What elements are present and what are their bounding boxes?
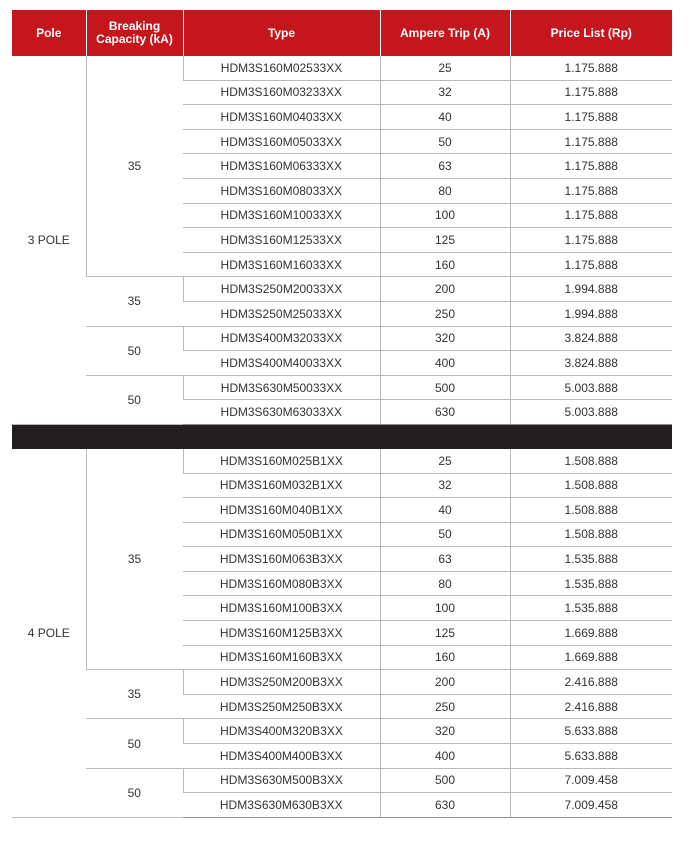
ampere-trip-cell: 630 — [380, 793, 510, 818]
type-cell: HDM3S160M032B1XX — [183, 473, 380, 498]
breaking-capacity-cell: 50 — [86, 326, 183, 375]
table-row — [12, 375, 672, 400]
ampere-trip-cell: 50 — [380, 129, 510, 154]
ampere-trip-cell: 32 — [380, 80, 510, 105]
price-cell: 1.535.888 — [510, 547, 672, 572]
group-separator — [12, 424, 672, 449]
price-cell: 1.669.888 — [510, 645, 672, 670]
ampere-trip-cell: 250 — [380, 694, 510, 719]
ampere-trip-cell: 80 — [380, 571, 510, 596]
type-cell: HDM3S160M100B3XX — [183, 596, 380, 621]
price-cell: 1.535.888 — [510, 596, 672, 621]
price-cell: 1.508.888 — [510, 449, 672, 473]
header-pole: Pole — [12, 10, 86, 56]
price-cell: 1.508.888 — [510, 522, 672, 547]
price-cell: 1.508.888 — [510, 473, 672, 498]
type-cell: HDM3S160M125B3XX — [183, 621, 380, 646]
breaking-capacity-cell: 35 — [86, 277, 183, 326]
ampere-trip-cell: 25 — [380, 449, 510, 473]
price-cell: 1.175.888 — [510, 203, 672, 228]
pole-group — [12, 449, 672, 817]
header-ampere-trip: Ampere Trip (A) — [380, 10, 510, 56]
header-type: Type — [183, 10, 380, 56]
price-cell: 1.508.888 — [510, 498, 672, 523]
ampere-trip-cell: 400 — [380, 744, 510, 769]
type-cell: HDM3S400M40033XX — [183, 351, 380, 376]
price-cell: 2.416.888 — [510, 670, 672, 695]
ampere-trip-cell: 400 — [380, 351, 510, 376]
price-cell: 5.003.888 — [510, 375, 672, 400]
separator-bar — [12, 424, 672, 449]
type-cell: HDM3S160M02533XX — [183, 56, 380, 80]
breaking-capacity-cell: 50 — [86, 768, 183, 817]
price-cell: 7.009.458 — [510, 768, 672, 793]
price-cell: 1.175.888 — [510, 178, 672, 203]
price-cell: 5.003.888 — [510, 400, 672, 425]
ampere-trip-cell: 32 — [380, 473, 510, 498]
ampere-trip-cell: 630 — [380, 400, 510, 425]
breaking-capacity-cell: 35 — [86, 670, 183, 719]
type-cell: HDM3S160M10033XX — [183, 203, 380, 228]
ampere-trip-cell: 63 — [380, 154, 510, 179]
table-row — [12, 768, 672, 793]
breaking-capacity-cell: 50 — [86, 719, 183, 768]
type-cell: HDM3S400M400B3XX — [183, 744, 380, 769]
ampere-trip-cell: 320 — [380, 719, 510, 744]
ampere-trip-cell: 200 — [380, 670, 510, 695]
price-list-table-container — [12, 10, 672, 818]
type-cell: HDM3S250M250B3XX — [183, 694, 380, 719]
pole-cell: 4 POLE — [12, 449, 86, 817]
price-cell: 1.175.888 — [510, 252, 672, 277]
price-cell: 1.669.888 — [510, 621, 672, 646]
ampere-trip-cell: 160 — [380, 645, 510, 670]
price-cell: 1.175.888 — [510, 80, 672, 105]
type-cell: HDM3S160M050B1XX — [183, 522, 380, 547]
breaking-capacity-cell: 35 — [86, 449, 183, 670]
table-header — [12, 10, 672, 56]
price-cell: 5.633.888 — [510, 719, 672, 744]
table-row — [12, 719, 672, 744]
table-row — [12, 449, 672, 473]
pole-cell: 3 POLE — [12, 56, 86, 424]
type-cell: HDM3S160M04033XX — [183, 105, 380, 130]
type-cell: HDM3S250M200B3XX — [183, 670, 380, 695]
header-row — [12, 10, 672, 56]
type-cell: HDM3S160M05033XX — [183, 129, 380, 154]
ampere-trip-cell: 500 — [380, 768, 510, 793]
type-cell: HDM3S160M040B1XX — [183, 498, 380, 523]
ampere-trip-cell: 100 — [380, 596, 510, 621]
type-cell: HDM3S160M063B3XX — [183, 547, 380, 572]
price-cell: 1.175.888 — [510, 228, 672, 253]
type-cell: HDM3S160M16033XX — [183, 252, 380, 277]
price-cell: 2.416.888 — [510, 694, 672, 719]
price-cell: 1.175.888 — [510, 105, 672, 130]
price-cell: 1.175.888 — [510, 129, 672, 154]
ampere-trip-cell: 160 — [380, 252, 510, 277]
type-cell: HDM3S250M25033XX — [183, 301, 380, 326]
table-row — [12, 670, 672, 695]
type-cell: HDM3S630M500B3XX — [183, 768, 380, 793]
ampere-trip-cell: 200 — [380, 277, 510, 302]
ampere-trip-cell: 63 — [380, 547, 510, 572]
ampere-trip-cell: 40 — [380, 105, 510, 130]
ampere-trip-cell: 40 — [380, 498, 510, 523]
table-row — [12, 326, 672, 351]
price-cell: 1.175.888 — [510, 56, 672, 80]
type-cell: HDM3S400M32033XX — [183, 326, 380, 351]
type-cell: HDM3S160M06333XX — [183, 154, 380, 179]
breaking-capacity-cell: 50 — [86, 375, 183, 424]
type-cell: HDM3S160M160B3XX — [183, 645, 380, 670]
type-cell: HDM3S160M03233XX — [183, 80, 380, 105]
breaking-capacity-cell: 35 — [86, 56, 183, 277]
type-cell: HDM3S160M08033XX — [183, 178, 380, 203]
price-cell: 1.175.888 — [510, 154, 672, 179]
price-list-table — [12, 10, 672, 818]
table-row — [12, 277, 672, 302]
price-cell: 3.824.888 — [510, 326, 672, 351]
type-cell: HDM3S630M63033XX — [183, 400, 380, 425]
type-cell: HDM3S630M630B3XX — [183, 793, 380, 818]
price-cell: 1.994.888 — [510, 301, 672, 326]
ampere-trip-cell: 500 — [380, 375, 510, 400]
price-cell: 7.009.458 — [510, 793, 672, 818]
type-cell: HDM3S630M50033XX — [183, 375, 380, 400]
type-cell: HDM3S400M320B3XX — [183, 719, 380, 744]
price-cell: 5.633.888 — [510, 744, 672, 769]
ampere-trip-cell: 125 — [380, 228, 510, 253]
ampere-trip-cell: 25 — [380, 56, 510, 80]
price-cell: 3.824.888 — [510, 351, 672, 376]
ampere-trip-cell: 50 — [380, 522, 510, 547]
price-cell: 1.535.888 — [510, 571, 672, 596]
price-cell: 1.994.888 — [510, 277, 672, 302]
header-price-list: Price List (Rp) — [510, 10, 672, 56]
ampere-trip-cell: 250 — [380, 301, 510, 326]
type-cell: HDM3S160M025B1XX — [183, 449, 380, 473]
type-cell: HDM3S160M12533XX — [183, 228, 380, 253]
type-cell: HDM3S160M080B3XX — [183, 571, 380, 596]
ampere-trip-cell: 100 — [380, 203, 510, 228]
ampere-trip-cell: 320 — [380, 326, 510, 351]
table-row — [12, 56, 672, 80]
pole-group — [12, 56, 672, 424]
separator-bar-cell — [12, 424, 672, 449]
type-cell: HDM3S250M20033XX — [183, 277, 380, 302]
header-breaking-capacity: Breaking Capacity (kA) — [86, 10, 183, 56]
ampere-trip-cell: 80 — [380, 178, 510, 203]
ampere-trip-cell: 125 — [380, 621, 510, 646]
